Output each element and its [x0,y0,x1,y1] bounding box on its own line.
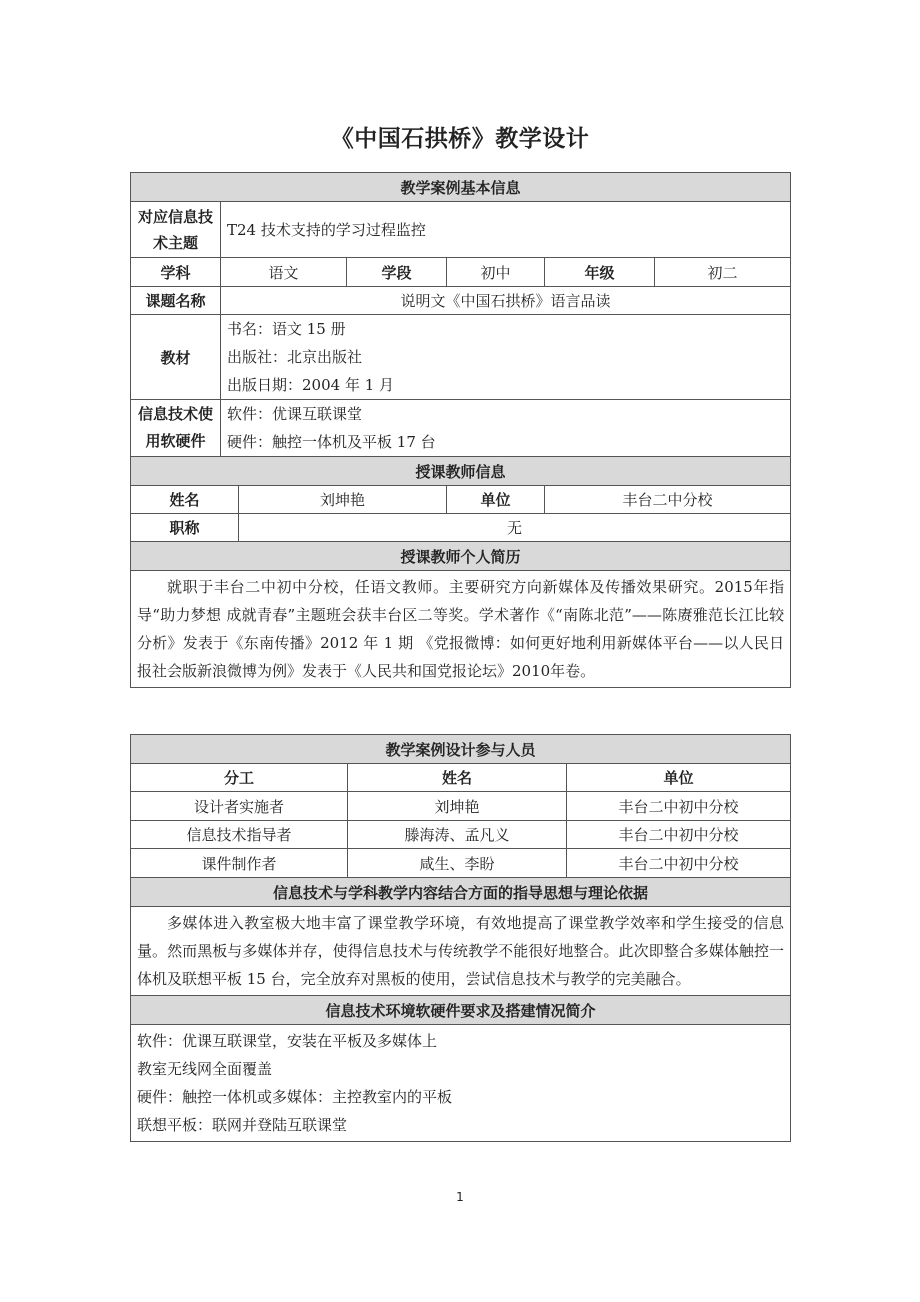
document-title: 《中国石拱桥》教学设计 [330,126,590,152]
job-title-value: 无 [239,514,791,542]
participant-name: 刘坤艳 [348,792,567,821]
environment-details [131,1025,791,1142]
environment-line: 软件：优课互联课堂，安装在平板及多媒体上 [137,1032,438,1050]
tools-line: 硬件：触控一体机及平板 17 台 [227,433,436,451]
textbook-line: 出版日期：2004 年 1 月 [227,376,395,394]
participant-role: 设计者实施者 [131,792,348,821]
participant-unit: 丰台二中初中分校 [567,821,791,849]
participant-name: 咸生、李盼 [348,849,567,878]
resume-heading: 授课教师个人简历 [131,542,791,571]
teacher-info-heading: 授课教师信息 [131,457,791,486]
table-row [131,821,791,849]
grade-value: 初二 [655,258,791,287]
environment-line: 教室无线网全面覆盖 [137,1060,273,1078]
course-value: 说明文《中国石拱桥》语言品读 [221,287,791,315]
topic-label: 对应信息技术主题 [131,202,221,258]
textbook-line: 书名：语文 15 册 [227,320,346,338]
table-row [131,792,791,821]
grade-label: 年级 [545,258,655,287]
name-label: 姓名 [131,486,239,514]
table-row [131,849,791,878]
tools-label: 信息技术使用软硬件 [131,400,221,457]
basic-info-heading: 教学案例基本信息 [131,173,791,202]
name-value: 刘坤艳 [239,486,447,514]
topic-value: T24 技术支持的学习过程监控 [221,202,791,258]
environment-heading: 信息技术环境软硬件要求及搭建情况简介 [131,996,791,1025]
design-table [130,734,791,1142]
stage-label: 学段 [347,258,447,287]
tools-line: 软件：优课互联课堂 [227,405,363,423]
participant-name: 滕海涛、孟凡义 [348,821,567,849]
basic-info-table [130,172,791,688]
environment-line: 联想平板：联网并登陆互联课堂 [137,1116,348,1134]
unit-label: 单位 [447,486,545,514]
textbook-details [221,315,791,400]
unit-value: 丰台二中分校 [545,486,791,514]
course-label: 课题名称 [131,287,221,315]
participant-role: 课件制作者 [131,849,348,878]
theory-text: 多媒体进入教室极大地丰富了课堂教学环境，有效地提高了课堂教学效率和学生接受的信息量。然而黑板与多媒体并存，使得信息技术与传统教学不能很好地整合。此次即整合多媒体触控一体机及联想平板 15 台，完全放弃对黑板的使用，尝试信息技术与教学的完美融合。 [131,907,791,996]
participant-role: 信息技术指导者 [131,821,348,849]
stage-value: 初中 [447,258,545,287]
participants-heading: 教学案例设计参与人员 [131,735,791,764]
subject-value: 语文 [221,258,347,287]
textbook-line: 出版社：北京出版社 [227,348,363,366]
subject-label: 学科 [131,258,221,287]
tools-details [221,400,791,457]
theory-heading: 信息技术与学科教学内容结合方面的指导思想与理论依据 [131,878,791,907]
participant-unit: 丰台二中初中分校 [567,849,791,878]
textbook-label: 教材 [131,315,221,400]
resume-text: 就职于丰台二中初中分校，任语文教师。主要研究方向新媒体及传播效果研究。2015年指导“助力梦想 成就青春”主题班会获丰台区二等奖。学术著作《“南陈北范”——陈赓雅范长江比较分析》发表于《东南传播》2012 年 1 期 《党报微博：如何更好地利用新媒体平台——以人民日报社会版新浪微博为例》发表于《人民共和国党报论坛》2010年卷。 [131,571,791,688]
environment-line: 硬件：触控一体机或多媒体：主控教室内的平板 [137,1088,453,1106]
participants-header-role: 分工 [131,764,348,792]
job-title-label: 职称 [131,514,239,542]
participants-header-unit: 单位 [567,764,791,792]
participant-unit: 丰台二中初中分校 [567,792,791,821]
page-number: 1 [456,1190,464,1204]
participants-header-name: 姓名 [348,764,567,792]
